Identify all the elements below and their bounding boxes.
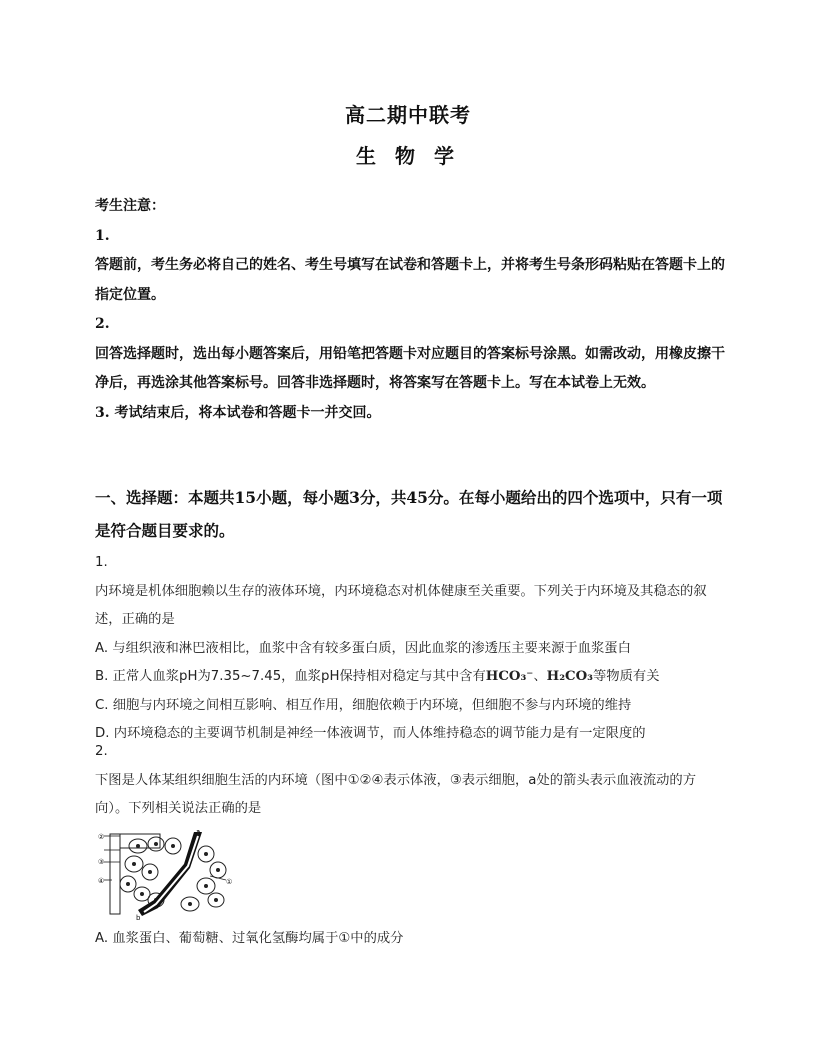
option-b-text: B. 正常人血浆pH为7.35~7.45，血浆pH保持相对稳定与其中含有 — [95, 669, 486, 684]
notice-item-3-text: 3. 考试结束后，将本试卷和答题卡一并交回。 — [95, 404, 381, 421]
question-number: 2. — [95, 744, 108, 759]
notice-item-1-number: 1. — [95, 227, 110, 244]
option-b-separator: 、 — [533, 669, 547, 684]
chem-bicarbonate: HCO₃⁻ — [485, 669, 534, 684]
question-1 — [95, 549, 725, 749]
notice-item-2-text: 回答选择题时，选出每小题答案后，用铅笔把答题卡对应题目的答案标号涂黑。如需改动，用橡皮擦干净后，再选涂其他答案标号。回答非选择题时，将答案写在答题卡上。写在本试卷上无效。 — [95, 345, 725, 391]
chem-carbonic-acid: H₂CO₃ — [546, 669, 594, 684]
figure-label: ① — [226, 878, 233, 886]
tissue-diagram — [98, 828, 234, 920]
figure-label: a — [196, 828, 201, 836]
question-stem: 下图是人体某组织细胞生活的内环境（图中①②④表示体液，③表示细胞，a处的箭头表示血液流动的方向）。下列相关说法正确的是 — [95, 772, 697, 816]
option-b-tail: 等物质有关 — [593, 669, 660, 684]
question-number: 1. — [95, 555, 108, 570]
notice-block — [95, 192, 725, 428]
option-c: C. 细胞与内环境之间相互影响、相互作用，细胞依赖于内环境，但细胞不参与内环境的维持 — [95, 697, 632, 713]
exam-title: 高二期中联考 — [345, 103, 471, 127]
figure-label: ④ — [98, 877, 105, 885]
question-2-option-a: A. 血浆蛋白、葡萄糖、过氧化氢酶均属于①中的成分 — [95, 931, 404, 946]
notice-item-1-text: 答题前，考生务必将自己的姓名、考生号填写在试卷和答题卡上，并将考生号条形码粘贴在答题卡上的指定位置。 — [95, 257, 725, 303]
figure-label: ③ — [98, 858, 105, 866]
option-d: D. 内环境稳态的主要调节机制是神经一体液调节，而人体维持稳态的调节能力是有一定限度的 — [95, 726, 646, 741]
notice-heading: 考生注意： — [95, 198, 165, 214]
subject-title: 生 物 学 — [356, 144, 460, 168]
figure-label: ② — [98, 833, 105, 841]
question-stem: 内环境是机体细胞赖以生存的液体环境，内环境稳态对机体健康至关重要。下列关于内环境及其稳态的叙述，正确的是 — [95, 583, 707, 627]
option-a: A. 与组织液和淋巴液相比，血浆中含有较多蛋白质，因此血浆的渗透压主要来源于血浆蛋白 — [95, 640, 631, 656]
question-2 — [95, 738, 725, 824]
notice-item-2-number: 2. — [95, 316, 110, 332]
option-b — [95, 663, 725, 692]
figure-label: b — [136, 914, 141, 920]
section-heading: 一、选择题：本题共15小题，每小题3分，共45分。在每小题给出的四个选项中，只有一项是符合题目要求的。 — [95, 488, 723, 540]
